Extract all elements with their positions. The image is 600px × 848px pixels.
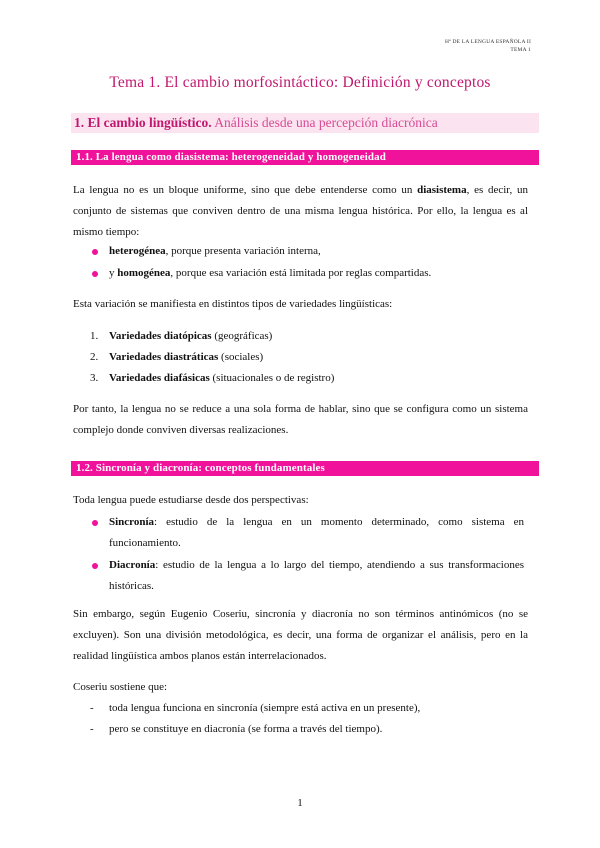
list-item: [109, 347, 263, 368]
section-1-2-paragraph-1: Toda lengua puede estudiarse desde dos perspectivas:: [73, 494, 309, 506]
list-term: Variedades diatópicas: [109, 330, 212, 342]
section-1-number-title: 1. El cambio lingüístico.: [74, 115, 212, 130]
bullet-text: , porque presenta variación interna,: [165, 245, 321, 257]
list-item: toda lengua funciona en sincronía (siempre está activa en un presente),: [109, 702, 421, 714]
header-unit: TEMA 1: [510, 47, 531, 53]
bullet-icon: [92, 563, 98, 569]
p1-text-a: La lengua no es un bloque uniforme, sino que debe entenderse como un: [73, 184, 418, 196]
list-item: pero se constituye en diacronía (se forma a través del tiempo).: [109, 723, 383, 735]
list-item: [109, 263, 431, 284]
section-1-1-paragraph-2: Esta variación se manifiesta en distintos tipos de variedades lingüísticas:: [73, 298, 393, 310]
section-1-heading: [71, 113, 539, 133]
list-item: [109, 326, 272, 347]
bullet-term: homogénea: [117, 267, 171, 279]
list-item: [109, 368, 334, 389]
list-item: [109, 241, 321, 262]
p1-text-c: , es decir, un conjunto de sistemas que conviven dentro de una misma lengua histórica. Por ello, la lengua es al mismo tiempo:: [73, 184, 529, 238]
bullet-term: Diacronía: [109, 559, 156, 571]
section-1-subtitle: Análisis desde una percepción diacrónica: [211, 115, 438, 130]
bullet-pre: y: [109, 267, 118, 279]
list-item: [109, 555, 524, 597]
list-item: [109, 512, 524, 554]
bullet-icon: [92, 271, 98, 277]
list-number: 2.: [90, 351, 99, 363]
bullet-text: : estudio de la lengua en un momento determinado, como sistema en funcionamiento.: [109, 516, 524, 549]
header-course: Hª DE LA LENGUA ESPAÑOLA II: [444, 39, 531, 45]
section-1-1-heading: 1.1. La lengua como diasistema: heterogeneidad y homogeneidad: [71, 150, 539, 165]
page-title: Tema 1. El cambio morfosintáctico: Definición y conceptos: [109, 74, 491, 91]
bullet-icon: [92, 520, 98, 526]
bullet-text: : estudio de la lengua a lo largo del tiempo, atendiendo a sus transformaciones históricas.: [109, 559, 524, 592]
section-1-1-paragraph-1: [73, 180, 528, 243]
page-number: 1: [297, 797, 303, 809]
list-dash: -: [90, 723, 94, 735]
p1-term-diasistema: diasistema: [417, 184, 467, 196]
section-1-1-paragraph-3: Por tanto, la lengua no se reduce a una sola forma de hablar, sino que se configura como un sistema complejo donde conviven diversas realizaciones.: [73, 403, 528, 436]
list-text: (situacionales o de registro): [209, 372, 335, 384]
list-dash: -: [90, 702, 94, 714]
section-1-2-heading: 1.2. Sincronía y diacronía: conceptos fundamentales: [71, 461, 539, 476]
list-number: 3.: [90, 372, 99, 384]
bullet-text: , porque esa variación está limitada por reglas compartidas.: [170, 267, 432, 279]
running-header: [445, 38, 531, 54]
list-number: 1.: [90, 330, 99, 342]
list-term: Variedades diastráticas: [109, 351, 219, 363]
section-1-2-paragraph-2: Sin embargo, según Eugenio Coseriu, sincronía y diacronía no son términos antinómicos (no se excluyen). Son una división metodológica, es decir, una forma de organizar el análisis, pero en la realidad lingüística ambos planos están interrelacionados.: [73, 608, 528, 662]
bullet-icon: [92, 249, 98, 255]
list-term: Variedades diafásicas: [109, 372, 210, 384]
list-text: (sociales): [218, 351, 264, 363]
bullet-term: heterogénea: [109, 245, 166, 257]
list-text: (geográficas): [211, 330, 273, 342]
bullet-term: Sincronía: [109, 516, 155, 528]
section-1-2-paragraph-3: Coseriu sostiene que:: [73, 681, 168, 693]
